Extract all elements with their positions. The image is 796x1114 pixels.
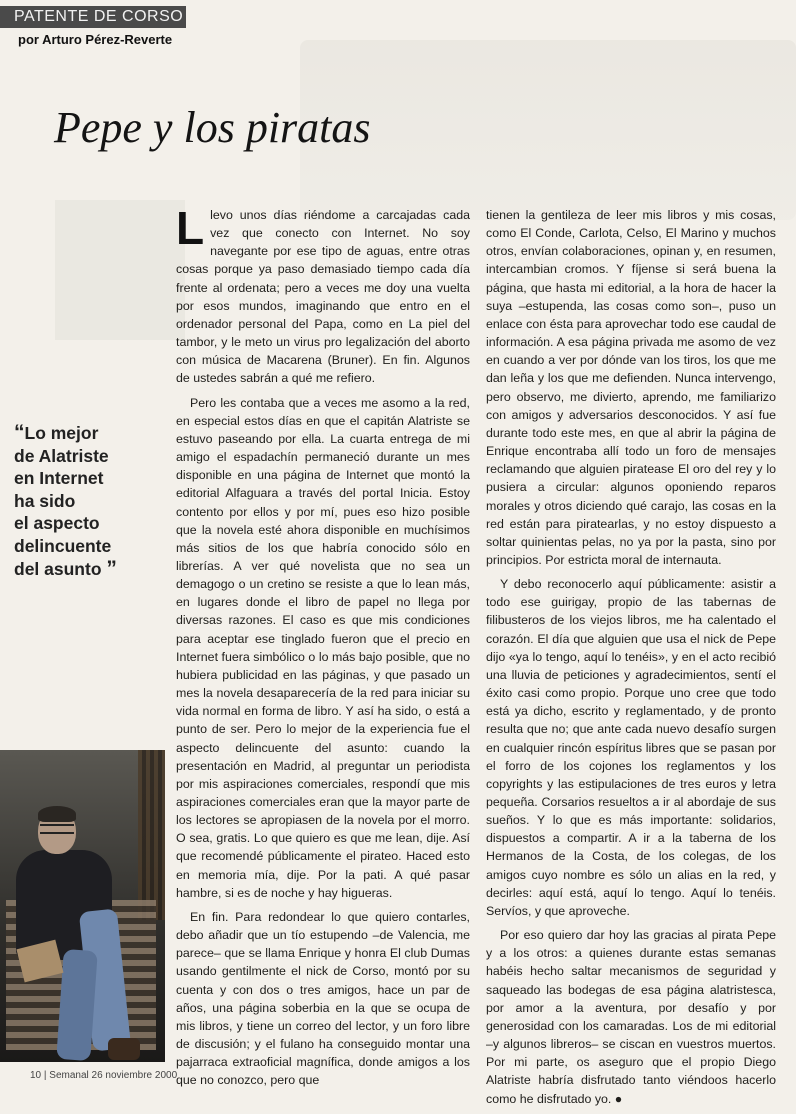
- pull-quote-line: en Internet: [14, 468, 104, 489]
- glasses: [40, 824, 74, 834]
- author-byline: por Arturo Pérez-Reverte: [18, 32, 173, 47]
- pull-quote-line: del asunto: [14, 558, 102, 579]
- pull-quote-line: de Alatriste: [14, 445, 109, 466]
- bleed-through-panel: [300, 40, 796, 220]
- article-column-2: [486, 206, 776, 1114]
- paragraph: Y debo reconocerlo aquí públicamente: asistir a todo ese guirigay, propio de las tabernas de filibusteros de los viejos libros, me ha calentado el corazón. El día que alguien que usa el nick de Pepe dijo «ya lo tengo, aquí lo tenéis», y en el acto recibió una lluvia de peticiones y agradecimientos, sentí el éxito casi como propio. Porque uno cree que todo está ya dicho, escrito y reglamentado, y de pronto resulta que no; que ante cada nuevo desafío surgen en cualquier rincón espíritus libres que se pasan por el forro de los cojones los reglamentos y los copyrights y las estipulaciones de tres euros y letra pequeña. Corsarios resueltos a ir al abordaje de sus sueños. Y lo que es más importante: solidarios, dispuestos a compartir. A ir a la taberna de los Hermanos de la Costa, de los colegas, de los amigos cuyo nombre es sólo un alias en la red, y decirles: aquí está, aquí lo tengo. Aquí lo tenéis. Servíos, y que aproveche.: [486, 577, 776, 918]
- pull-quote-line: Lo mejor: [24, 423, 99, 443]
- pull-quote: [14, 422, 164, 580]
- pull-quote-line: ha sido: [14, 490, 76, 511]
- paragraph: Pero les contaba que a veces me asomo a la red, en especial estos días en que el capitán Alatriste se estuvo paseando por ella. La cuarta entrega de mi amigo el espadachín permaneció durante un mes disponible en una página de Internet que montó la editorial Alfaguara a través del portal Inicia. Estoy contento por ellos y por mí, pues eso hizo posible que la novela esté ahora disponible en muchísimos más sitios de los que habría conocido sólo en librerías. A ver qué novelista que no sea un demagogo o un cretino se resiste a que lo lean más, en lugares donde el libro de papel no llega por diversas razones. El caso es que mis condiciones para aceptar ese tinglado fueron que el precio en Internet fuera simbólico o lo más bajo posible, que no hubiera publicidad en las páginas, y que pasado un mes la novela desaparecería de la red para iniciar su vida normal en forma de libro. Y así ha sido, o está a punto de ser. Pero lo mejor de la experiencia fue el aspecto delincuente del asunto: cuando la presentación en Madrid, al preguntar un periodista por mis aspiraciones comerciales, respondí que mis aspiraciones comerciales eran que la mayor parte de los lectores se apropiasen de la novela por el morro. O sea, gratis. Lo que quiero es que me lean, dije. Así que recomendé públicamente el pirateo. Haced esto en memoria mía, dije. Por la pati. A qué pasar hambre, si es de noche y hay higueras.: [176, 395, 470, 900]
- article-title: Pepe y los piratas: [54, 103, 371, 152]
- page-footer: 10 | Semanal 26 noviembre 2000: [30, 1070, 178, 1081]
- paragraph: tienen la gentileza de leer mis libros y mis cosas, como El Conde, Carlota, Celso, El Marino y muchos otros, envían colaboraciones, opinan y, en resumen, intercambian cromos. Y fíjense si será buena la página, que hasta mi editorial, a la hora de hacer la suya –estupenda, las cosas como son–, puso un enlace con ésta para aprovechar todo ese caudal de información. A esa página privada me asomo de vez en cuando a ver por dónde van los tiros, los que me dan leña y los que me defienden. Nunca intervengo, pero observo, me divierto, aprendo, me familiarizo con amigos y adversarios desconocidos. Y así fue durante todo este mes, en que al abrir la página de Enrique encontraba allí todo un foro de mensajes reclamando que alguien piratease El oro del rey y lo pusiera a circular: algunos oponiendo reparos morales y otros diciendo qué carajo, las cosas en la red están para piratearlas, y no estoy dispuesto a soltar quinientas pelas, no ya por la pasta, sino por principios. Por estricta moral de internauta.: [486, 208, 776, 567]
- open-quote-mark: “: [14, 421, 25, 444]
- bookshelf: [138, 750, 165, 920]
- close-quote-mark: ”: [106, 556, 117, 580]
- paragraph: Llevo unos días riéndome a carcajadas cada vez que conecto con Internet. No soy navegante por ese tipo de aguas, entre otras cosas porque ya paso demasiado tiempo cada día frente al ordenata; pero a veces me doy una vuelta por esos mundos, imaginando que entro en el ordenador personal del Papa, como en La piel del tambor, y le meto un virus pro legalización del aborto con música de Macarena (Bruner). En fin. Algunos de ustedes sabrán a qué me refiero.: [176, 202, 470, 386]
- article-column-1: [176, 202, 470, 1096]
- section-tab: PATENTE DE CORSO: [0, 6, 186, 28]
- pull-quote-line: delincuente: [14, 535, 112, 556]
- pull-quote-line: el aspecto: [14, 513, 100, 534]
- paragraph: Por eso quiero dar hoy las gracias al pirata Pepe y a los otros: a quienes durante estas semanas habéis hecho saltar mecanismos de seguridad y saqueado las bodegas de esa página alatristesca, por amor a la aventura, por desafío y por generosidad con los camaradas. Los de mi editorial –y algunos libreros– se ciscan en vuestros muertos. Por mi parte, os aseguro que el propio Diego Alatriste habría disfrutado tanto viéndoos hacerlo como he disfrutado yo. ●: [486, 928, 776, 1106]
- paragraph: En fin. Para redondear lo que quiero contarles, debo añadir que un tío estupendo –de Valencia, me parece– que se llama Enrique y honra El club Dumas usando gentilmente el nick de Corso, montó por su cuenta y con dos o tres amigos, hace un par de años, una página soberbia en la que se ocupa de mis libros, y tiene un correo del lector, y un foro libre de discusión; y el fulano ha conseguido montar una pajarraca extraoficial magnífica, donde amigos a los que no conozco, pero que: [176, 909, 470, 1088]
- dropcap: L: [176, 202, 205, 254]
- author-photo: [0, 750, 165, 1062]
- bleed-through-panel-left: [55, 200, 185, 340]
